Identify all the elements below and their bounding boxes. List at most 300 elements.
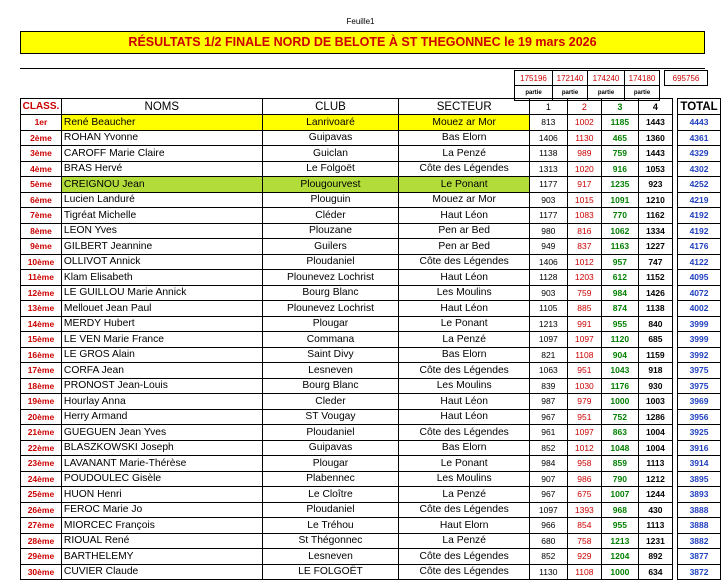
club-cell: Plouzane <box>262 223 399 239</box>
total-score: 4122 <box>678 254 721 270</box>
rank-cell: 21ème <box>21 425 62 441</box>
name-cell: MERDY Hubert <box>61 316 262 332</box>
rank-cell: 29ème <box>21 549 62 565</box>
round-1-score: 949 <box>530 239 567 255</box>
name-cell: Mellouet Jean Paul <box>61 301 262 317</box>
table-row <box>21 487 721 503</box>
sector-cell: Les Moulins <box>399 285 530 301</box>
header-sector: SECTEUR <box>399 99 530 115</box>
name-cell: Lucien Landuré <box>61 192 262 208</box>
round-4-score: 1334 <box>638 223 673 239</box>
club-cell: Bourg Blanc <box>262 285 399 301</box>
rank-cell: 12ème <box>21 285 62 301</box>
name-cell: CAROFF Marie Claire <box>61 146 262 162</box>
table-row <box>21 332 721 348</box>
round-4-score: 1244 <box>638 487 673 503</box>
sector-cell: Le Ponant <box>399 316 530 332</box>
round-3-score: 1000 <box>602 564 639 580</box>
club-cell: Commana <box>262 332 399 348</box>
round-2-score: 1020 <box>567 161 602 177</box>
rank-cell: 4ème <box>21 161 62 177</box>
total-score: 3895 <box>678 471 721 487</box>
round-3-score: 770 <box>602 208 639 224</box>
sector-cell: Haut Léon <box>399 208 530 224</box>
table-row <box>21 471 721 487</box>
round-3-score: 863 <box>602 425 639 441</box>
round-4-score: 1004 <box>638 440 673 456</box>
round-4-score: 918 <box>638 363 673 379</box>
table-row <box>21 518 721 534</box>
club-cell: Guipavas <box>262 130 399 146</box>
results-banner: RÉSULTATS 1/2 FINALE NORD DE BELOTE À ST THEGONNEC le 19 mars 2026 <box>20 31 705 54</box>
club-cell: Le Cloître <box>262 487 399 503</box>
rank-cell: 26ème <box>21 502 62 518</box>
part-label-4: partie <box>625 86 660 101</box>
table-row <box>21 378 721 394</box>
total-score: 3956 <box>678 409 721 425</box>
header-part-1: 1 <box>530 99 567 115</box>
total-score: 4252 <box>678 177 721 193</box>
round-2-score: 1108 <box>567 347 602 363</box>
round-1-score: 980 <box>530 223 567 239</box>
round-1-score: 1105 <box>530 301 567 317</box>
round-3-score: 752 <box>602 409 639 425</box>
name-cell: Klam Elisabeth <box>61 270 262 286</box>
round-1-score: 680 <box>530 533 567 549</box>
club-cell: LE FOLGOËT <box>262 564 399 580</box>
round-1-score: 1406 <box>530 254 567 270</box>
club-cell: St Thégonnec <box>262 533 399 549</box>
table-row <box>21 192 721 208</box>
round-1-score: 1130 <box>530 564 567 580</box>
sector-cell: La Penzé <box>399 533 530 549</box>
round-2-score: 1108 <box>567 564 602 580</box>
club-cell: Lesneven <box>262 549 399 565</box>
rank-cell: 6ème <box>21 192 62 208</box>
sector-cell: Côte des Légendes <box>399 161 530 177</box>
round-3-score: 1091 <box>602 192 639 208</box>
part-total-3: 174240 <box>588 71 625 86</box>
part-total-4: 174180 <box>625 71 660 86</box>
sector-cell: Le Ponant <box>399 177 530 193</box>
table-row <box>21 502 721 518</box>
club-cell: Plounevez Lochrist <box>262 270 399 286</box>
total-score: 4176 <box>678 239 721 255</box>
name-cell: GILBERT Jeannine <box>61 239 262 255</box>
table-row <box>21 425 721 441</box>
rank-cell: 15ème <box>21 332 62 348</box>
sector-cell: Les Moulins <box>399 471 530 487</box>
name-cell: MIORCEC François <box>61 518 262 534</box>
part-label-2: partie <box>553 86 588 101</box>
table-row <box>21 115 721 131</box>
round-2-score: 1203 <box>567 270 602 286</box>
table-row <box>21 177 721 193</box>
round-3-score: 759 <box>602 146 639 162</box>
club-cell: Ploudaniel <box>262 254 399 270</box>
round-3-score: 1120 <box>602 332 639 348</box>
round-1-score: 1406 <box>530 130 567 146</box>
name-cell: LEON Yves <box>61 223 262 239</box>
header-names: NOMS <box>61 99 262 115</box>
total-score: 3999 <box>678 316 721 332</box>
round-4-score: 430 <box>638 502 673 518</box>
header-total: TOTAL <box>678 99 721 115</box>
sector-cell: Côte des Légendes <box>399 425 530 441</box>
table-row <box>21 347 721 363</box>
total-score: 4072 <box>678 285 721 301</box>
round-2-score: 986 <box>567 471 602 487</box>
round-3-score: 790 <box>602 471 639 487</box>
table-row <box>21 223 721 239</box>
club-cell: ST Vougay <box>262 409 399 425</box>
part-label-3: partie <box>588 86 625 101</box>
name-cell: POUDOULEC Gisèle <box>61 471 262 487</box>
header-row <box>21 99 721 115</box>
club-cell: Le Tréhou <box>262 518 399 534</box>
total-score: 4329 <box>678 146 721 162</box>
total-score: 3975 <box>678 378 721 394</box>
rank-cell: 25ème <box>21 487 62 503</box>
round-3-score: 1176 <box>602 378 639 394</box>
round-2-score: 837 <box>567 239 602 255</box>
round-2-score: 758 <box>567 533 602 549</box>
total-score: 3877 <box>678 549 721 565</box>
round-4-score: 1003 <box>638 394 673 410</box>
sector-cell: Côte des Légendes <box>399 502 530 518</box>
round-3-score: 1163 <box>602 239 639 255</box>
sector-cell: Bas Elorn <box>399 130 530 146</box>
round-2-score: 1083 <box>567 208 602 224</box>
round-2-score: 1002 <box>567 115 602 131</box>
round-4-score: 1159 <box>638 347 673 363</box>
round-4-score: 930 <box>638 378 673 394</box>
sector-cell: La Penzé <box>399 487 530 503</box>
header-club: CLUB <box>262 99 399 115</box>
round-1-score: 984 <box>530 456 567 472</box>
round-1-score: 821 <box>530 347 567 363</box>
grand-total: 695756 <box>665 71 708 86</box>
sector-cell: Pen ar Bed <box>399 239 530 255</box>
club-cell: Cleder <box>262 394 399 410</box>
round-3-score: 465 <box>602 130 639 146</box>
round-3-score: 1185 <box>602 115 639 131</box>
round-2-score: 759 <box>567 285 602 301</box>
round-3-score: 1213 <box>602 533 639 549</box>
club-cell: Guipavas <box>262 440 399 456</box>
name-cell: Herry Armand <box>61 409 262 425</box>
rank-cell: 7ème <box>21 208 62 224</box>
total-score: 4192 <box>678 223 721 239</box>
sector-cell: Côte des Légendes <box>399 564 530 580</box>
name-cell: HUON Henri <box>61 487 262 503</box>
round-4-score: 840 <box>638 316 673 332</box>
round-3-score: 984 <box>602 285 639 301</box>
round-1-score: 1313 <box>530 161 567 177</box>
rank-cell: 30ème <box>21 564 62 580</box>
rank-cell: 23ème <box>21 456 62 472</box>
round-3-score: 612 <box>602 270 639 286</box>
round-2-score: 675 <box>567 487 602 503</box>
round-3-score: 1204 <box>602 549 639 565</box>
rank-cell: 22ème <box>21 440 62 456</box>
round-2-score: 1012 <box>567 254 602 270</box>
name-cell: BLASZKOWSKI Joseph <box>61 440 262 456</box>
round-1-score: 1138 <box>530 146 567 162</box>
part-totals-table <box>514 70 708 101</box>
rank-cell: 27ème <box>21 518 62 534</box>
name-cell: CREIGNOU Jean <box>61 177 262 193</box>
total-score: 4302 <box>678 161 721 177</box>
sector-cell: Pen ar Bed <box>399 223 530 239</box>
round-3-score: 916 <box>602 161 639 177</box>
results-table <box>20 98 721 580</box>
name-cell: BRAS Hervé <box>61 161 262 177</box>
round-1-score: 852 <box>530 549 567 565</box>
sector-cell: Haut Léon <box>399 301 530 317</box>
round-3-score: 859 <box>602 456 639 472</box>
rank-cell: 8ème <box>21 223 62 239</box>
round-2-score: 1012 <box>567 440 602 456</box>
round-4-score: 1138 <box>638 301 673 317</box>
sector-cell: Mouez ar Mor <box>399 115 530 131</box>
rank-cell: 13ème <box>21 301 62 317</box>
round-1-score: 967 <box>530 409 567 425</box>
round-1-score: 967 <box>530 487 567 503</box>
round-2-score: 1030 <box>567 378 602 394</box>
rank-cell: 18ème <box>21 378 62 394</box>
total-score: 3975 <box>678 363 721 379</box>
sector-cell: La Penzé <box>399 146 530 162</box>
round-2-score: 958 <box>567 456 602 472</box>
rank-cell: 10ème <box>21 254 62 270</box>
name-cell: LE VEN Marie France <box>61 332 262 348</box>
round-4-score: 1212 <box>638 471 673 487</box>
round-3-score: 968 <box>602 502 639 518</box>
round-2-score: 951 <box>567 409 602 425</box>
club-cell: Saint Divy <box>262 347 399 363</box>
round-2-score: 979 <box>567 394 602 410</box>
round-3-score: 1062 <box>602 223 639 239</box>
table-row <box>21 301 721 317</box>
round-4-score: 1443 <box>638 146 673 162</box>
round-4-score: 634 <box>638 564 673 580</box>
round-1-score: 903 <box>530 285 567 301</box>
part-total-2: 172140 <box>553 71 588 86</box>
round-3-score: 904 <box>602 347 639 363</box>
part-label-1: partie <box>515 86 553 101</box>
table-row <box>21 533 721 549</box>
sector-cell: Les Moulins <box>399 378 530 394</box>
sector-cell: Mouez ar Mor <box>399 192 530 208</box>
sector-cell: Le Ponant <box>399 456 530 472</box>
rank-cell: 16ème <box>21 347 62 363</box>
results-body <box>21 115 721 580</box>
name-cell: GUEGUEN Jean Yves <box>61 425 262 441</box>
club-cell: Cléder <box>262 208 399 224</box>
round-3-score: 1007 <box>602 487 639 503</box>
round-2-score: 991 <box>567 316 602 332</box>
name-cell: FEROC Marie Jo <box>61 502 262 518</box>
round-1-score: 1128 <box>530 270 567 286</box>
sector-cell: Bas Elorn <box>399 347 530 363</box>
round-4-score: 892 <box>638 549 673 565</box>
round-1-score: 903 <box>530 192 567 208</box>
round-4-score: 1443 <box>638 115 673 131</box>
round-4-score: 1286 <box>638 409 673 425</box>
total-score: 4361 <box>678 130 721 146</box>
club-cell: Lesneven <box>262 363 399 379</box>
rank-cell: 24ème <box>21 471 62 487</box>
round-1-score: 852 <box>530 440 567 456</box>
table-row <box>21 409 721 425</box>
name-cell: CUVIER Claude <box>61 564 262 580</box>
name-cell: LAVANANT Marie-Thérèse <box>61 456 262 472</box>
club-cell: Ploudaniel <box>262 502 399 518</box>
sector-cell: Haut Elorn <box>399 518 530 534</box>
round-2-score: 1130 <box>567 130 602 146</box>
round-2-score: 917 <box>567 177 602 193</box>
total-score: 3925 <box>678 425 721 441</box>
round-2-score: 989 <box>567 146 602 162</box>
round-2-score: 1097 <box>567 425 602 441</box>
round-3-score: 955 <box>602 518 639 534</box>
round-4-score: 747 <box>638 254 673 270</box>
part-totals-row <box>515 71 708 86</box>
rank-cell: 1er <box>21 115 62 131</box>
club-cell: Plabennec <box>262 471 399 487</box>
round-2-score: 1097 <box>567 332 602 348</box>
table-row <box>21 440 721 456</box>
club-cell: Plougar <box>262 456 399 472</box>
total-score: 4095 <box>678 270 721 286</box>
rank-cell: 17ème <box>21 363 62 379</box>
total-score: 4192 <box>678 208 721 224</box>
club-cell: Lanrivoaré <box>262 115 399 131</box>
round-2-score: 885 <box>567 301 602 317</box>
table-row <box>21 549 721 565</box>
table-row <box>21 316 721 332</box>
round-4-score: 1053 <box>638 161 673 177</box>
round-2-score: 1393 <box>567 502 602 518</box>
club-cell: Plouguin <box>262 192 399 208</box>
round-3-score: 957 <box>602 254 639 270</box>
round-1-score: 1213 <box>530 316 567 332</box>
rank-cell: 19ème <box>21 394 62 410</box>
total-score: 3992 <box>678 347 721 363</box>
club-cell: Plounevez Lochrist <box>262 301 399 317</box>
round-4-score: 923 <box>638 177 673 193</box>
round-4-score: 1426 <box>638 285 673 301</box>
club-cell: Plougourvest <box>262 177 399 193</box>
club-cell: Plougar <box>262 316 399 332</box>
table-row <box>21 285 721 301</box>
rank-cell: 11ème <box>21 270 62 286</box>
total-score: 3888 <box>678 502 721 518</box>
table-row <box>21 208 721 224</box>
total-score: 3888 <box>678 518 721 534</box>
name-cell: Hourlay Anna <box>61 394 262 410</box>
rank-cell: 9ème <box>21 239 62 255</box>
name-cell: OLLIVOT Annick <box>61 254 262 270</box>
rank-cell: 20ème <box>21 409 62 425</box>
table-row <box>21 394 721 410</box>
total-score: 3914 <box>678 456 721 472</box>
header-part-4: 4 <box>638 99 673 115</box>
total-score: 3872 <box>678 564 721 580</box>
round-1-score: 839 <box>530 378 567 394</box>
round-1-score: 1177 <box>530 177 567 193</box>
rank-cell: 5ème <box>21 177 62 193</box>
rank-cell: 2ème <box>21 130 62 146</box>
round-3-score: 1043 <box>602 363 639 379</box>
club-cell: Bourg Blanc <box>262 378 399 394</box>
round-4-score: 1113 <box>638 456 673 472</box>
table-row <box>21 564 721 580</box>
table-row <box>21 456 721 472</box>
rank-cell: 14ème <box>21 316 62 332</box>
total-score: 3916 <box>678 440 721 456</box>
header-class: CLASS. <box>21 99 62 115</box>
round-3-score: 1000 <box>602 394 639 410</box>
round-1-score: 1097 <box>530 332 567 348</box>
part-total-1: 175196 <box>515 71 553 86</box>
round-4-score: 685 <box>638 332 673 348</box>
round-4-score: 1227 <box>638 239 673 255</box>
round-4-score: 1162 <box>638 208 673 224</box>
table-row <box>21 254 721 270</box>
name-cell: LE GROS Alain <box>61 347 262 363</box>
round-2-score: 816 <box>567 223 602 239</box>
table-row <box>21 239 721 255</box>
round-1-score: 907 <box>530 471 567 487</box>
table-row <box>21 146 721 162</box>
name-cell: CORFA Jean <box>61 363 262 379</box>
round-1-score: 961 <box>530 425 567 441</box>
name-cell: RIOUAL René <box>61 533 262 549</box>
total-score: 3882 <box>678 533 721 549</box>
total-score: 3969 <box>678 394 721 410</box>
round-4-score: 1113 <box>638 518 673 534</box>
round-1-score: 1097 <box>530 502 567 518</box>
header-part-3: 3 <box>602 99 639 115</box>
name-cell: PRONOST Jean-Louis <box>61 378 262 394</box>
name-cell: René Beaucher <box>61 115 262 131</box>
table-row <box>21 270 721 286</box>
separator-line <box>20 68 705 69</box>
round-2-score: 1015 <box>567 192 602 208</box>
table-row <box>21 363 721 379</box>
club-cell: Le Folgoët <box>262 161 399 177</box>
round-2-score: 929 <box>567 549 602 565</box>
total-score: 4002 <box>678 301 721 317</box>
club-cell: Guilers <box>262 239 399 255</box>
round-3-score: 1048 <box>602 440 639 456</box>
total-score: 4219 <box>678 192 721 208</box>
name-cell: LE GUILLOU Marie Annick <box>61 285 262 301</box>
round-1-score: 987 <box>530 394 567 410</box>
round-4-score: 1231 <box>638 533 673 549</box>
table-row <box>21 161 721 177</box>
round-3-score: 1235 <box>602 177 639 193</box>
name-cell: ROHAN Yvonne <box>61 130 262 146</box>
rank-cell: 28ème <box>21 533 62 549</box>
table-row <box>21 130 721 146</box>
sheet-title: Feuille1 <box>346 17 375 26</box>
sector-cell: Côte des Légendes <box>399 254 530 270</box>
round-4-score: 1004 <box>638 425 673 441</box>
total-score: 4443 <box>678 115 721 131</box>
